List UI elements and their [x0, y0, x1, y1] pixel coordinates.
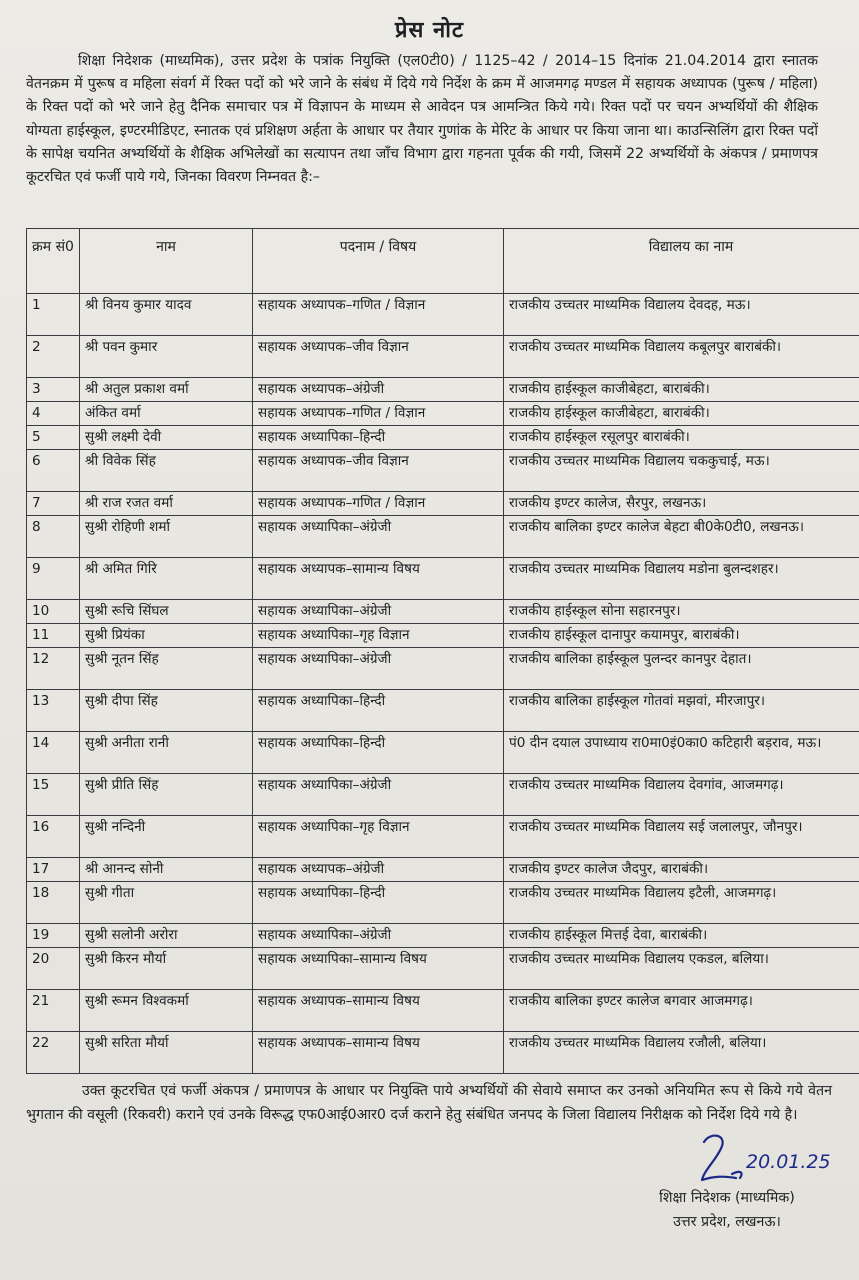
row-serial: 7: [27, 492, 80, 516]
row-name: सुश्री सरिता मौर्या: [80, 1032, 253, 1074]
row-name: श्री आनन्द सोनी: [80, 858, 253, 882]
row-school: पं0 दीन दयाल उपाध्याय रा0मा0इं0का0 कटिहारी बड़राव, मऊ।: [504, 732, 859, 774]
row-school: राजकीय उच्चतर माध्यमिक विद्यालय चककुचाई, मऊ।: [504, 450, 859, 492]
table-row: [27, 948, 859, 990]
table-row: [27, 858, 859, 882]
table-header-row: [27, 229, 859, 294]
table-row: [27, 600, 859, 624]
row-post: सहायक अध्यापिका–गृह विज्ञान: [253, 816, 504, 858]
row-name: सुश्री रोहिणी शर्मा: [80, 516, 253, 558]
handwritten-signature: [696, 1130, 859, 1188]
table-row: [27, 378, 859, 402]
row-post: सहायक अध्यापक–गणित / विज्ञान: [253, 294, 504, 336]
row-post: सहायक अध्यापिका–गृह विज्ञान: [253, 624, 504, 648]
table-row: [27, 294, 859, 336]
row-post: सहायक अध्यापक–गणित / विज्ञान: [253, 402, 504, 426]
row-name: श्री राज रजत वर्मा: [80, 492, 253, 516]
row-name: श्री अतुल प्रकाश वर्मा: [80, 378, 253, 402]
row-serial: 15: [27, 774, 80, 816]
row-serial: 4: [27, 402, 80, 426]
row-name: सुश्री लक्ष्मी देवी: [80, 426, 253, 450]
intro-paragraph: शिक्षा निदेशक (माध्यमिक), उत्तर प्रदेश के पत्रांक नियुक्ति (एल0टी0) / 1125–42 / 2014–15 दिनांक 21.04.2014 द्वारा स्नातक वेतनक्रम में पुरूष व महिला संवर्ग में रिक्त पदों को भरे जाने के संबंध में दिये गये निर्देश के क्रम में आजमगढ़ मण्डल में सहायक अध्यापक (पुरूष / महिला) के रिक्त पदों को भरे जाने हेतु दैनिक समाचार पत्र में विज्ञापन के माध्यम से आवेदन पत्र आमन्त्रित किये गये। रिक्त पदों पर चयन अभ्यर्थियों की शैक्षिक योग्यता हाईस्कूल, इण्टरमीडिएट, स्नातक एवं प्रशिक्षण अर्हता के आधार पर तैयार गुणांक के मेरिट के आधार पर किया जाना था। काउन्सिलिंग द्वारा रिक्त पदों के सापेक्ष चयनित अभ्यर्थियों के शैक्षिक अभिलेखों का सत्यापन तथा जाँच विभाग द्वारा गहनता पूर्वक की गयी, जिसमें 22 अभ्यर्थियों के अंकपत्र / प्रमाणपत्र कूटरचित एवं फर्जी पाये गये, जिनका विवरण निम्नवत है:–: [26, 53, 818, 186]
row-serial: 11: [27, 624, 80, 648]
row-school: राजकीय बालिका हाईस्कूल गोतवां मझवां, मीरजापुर।: [504, 690, 859, 732]
row-serial: 22: [27, 1032, 80, 1074]
row-serial: 16: [27, 816, 80, 858]
table-row: [27, 516, 859, 558]
row-school: राजकीय उच्चतर माध्यमिक विद्यालय देवगांव, आजमगढ़।: [504, 774, 859, 816]
row-post: सहायक अध्यापक–सामान्य विषय: [253, 990, 504, 1032]
row-school: राजकीय बालिका इण्टर कालेज बेहटा बी0के0टी0, लखनऊ।: [504, 516, 859, 558]
row-serial: 1: [27, 294, 80, 336]
row-school: राजकीय हाईस्कूल काजीबेहटा, बाराबंकी।: [504, 378, 859, 402]
row-serial: 3: [27, 378, 80, 402]
row-name: श्री विनय कुमार यादव: [80, 294, 253, 336]
row-post: सहायक अध्यापक–अंग्रेजी: [253, 858, 504, 882]
row-school: राजकीय उच्चतर माध्यमिक विद्यालय देवदह, मऊ।: [504, 294, 859, 336]
signature-block: [612, 1186, 842, 1234]
table-row: [27, 816, 859, 858]
table-row: [27, 1032, 859, 1074]
row-post: सहायक अध्यापिका–अंग्रेजी: [253, 648, 504, 690]
row-name: श्री अमित गिरि: [80, 558, 253, 600]
table-row: [27, 558, 859, 600]
row-post: सहायक अध्यापक–गणित / विज्ञान: [253, 492, 504, 516]
table-row: [27, 450, 859, 492]
row-school: राजकीय हाईस्कूल मित्तई देवा, बाराबंकी।: [504, 924, 859, 948]
row-serial: 17: [27, 858, 80, 882]
row-name: सुश्री प्रीति सिंह: [80, 774, 253, 816]
row-school: राजकीय हाईस्कूल दानापुर कयामपुर, बाराबंकी।: [504, 624, 859, 648]
row-name: सुश्री रूमन विश्वकर्मा: [80, 990, 253, 1032]
table-row: [27, 774, 859, 816]
row-school: राजकीय उच्चतर माध्यमिक विद्यालय एकडल, बलिया।: [504, 948, 859, 990]
signatory-designation: शिक्षा निदेशक (माध्यमिक): [659, 1190, 795, 1206]
row-serial: 21: [27, 990, 80, 1032]
row-name: सुश्री अनीता रानी: [80, 732, 253, 774]
table-row: [27, 690, 859, 732]
row-school: राजकीय बालिका हाईस्कूल पुलन्दर कानपुर देहात।: [504, 648, 859, 690]
row-school: राजकीय इण्टर कालेज, सैरपुर, लखनऊ।: [504, 492, 859, 516]
row-post: सहायक अध्यापिका–अंग्रेजी: [253, 774, 504, 816]
row-serial: 9: [27, 558, 80, 600]
row-serial: 14: [27, 732, 80, 774]
row-post: सहायक अध्यापिका–हिन्दी: [253, 690, 504, 732]
row-name: सुश्री रूचि सिंघल: [80, 600, 253, 624]
row-serial: 8: [27, 516, 80, 558]
row-post: सहायक अध्यापिका–अंग्रेजी: [253, 516, 504, 558]
table-row: [27, 732, 859, 774]
candidate-table: [26, 228, 859, 1074]
header-school: विद्यालय का नाम: [504, 229, 859, 294]
row-serial: 12: [27, 648, 80, 690]
row-serial: 10: [27, 600, 80, 624]
row-serial: 5: [27, 426, 80, 450]
row-post: सहायक अध्यापिका–अंग्रेजी: [253, 924, 504, 948]
row-post: सहायक अध्यापक–सामान्य विषय: [253, 558, 504, 600]
table-row: [27, 648, 859, 690]
table-row: [27, 990, 859, 1032]
row-school: राजकीय इण्टर कालेज जैदपुर, बाराबंकी।: [504, 858, 859, 882]
table-row: [27, 882, 859, 924]
table-row: [27, 624, 859, 648]
row-school: राजकीय हाईस्कूल रसूलपुर बाराबंकी।: [504, 426, 859, 450]
row-name: सुश्री सलोनी अरोरा: [80, 924, 253, 948]
row-school: राजकीय उच्चतर माध्यमिक विद्यालय रजौली, बलिया।: [504, 1032, 859, 1074]
table-row: [27, 924, 859, 948]
row-serial: 13: [27, 690, 80, 732]
row-post: सहायक अध्यापक–अंग्रेजी: [253, 378, 504, 402]
row-serial: 6: [27, 450, 80, 492]
row-name: सुश्री गीता: [80, 882, 253, 924]
signatory-office: उत्तर प्रदेश, लखनऊ।: [673, 1214, 781, 1230]
row-post: सहायक अध्यापिका–अंग्रेजी: [253, 600, 504, 624]
table-row: [27, 492, 859, 516]
row-name: सुश्री नूतन सिंह: [80, 648, 253, 690]
row-name: सुश्री प्रियंका: [80, 624, 253, 648]
table-row: [27, 402, 859, 426]
row-name: सुश्री दीपा सिंह: [80, 690, 253, 732]
row-school: राजकीय उच्चतर माध्यमिक विद्यालय कबूलपुर बाराबंकी।: [504, 336, 859, 378]
closing-paragraph: उक्त कूटरचित एवं फर्जी अंकपत्र / प्रमाणपत्र के आधार पर नियुक्ति पाये अभ्यर्थियों की सेवाये समाप्त कर उनको अनियमित रूप से किये गये वेतन भुगतान की वसूली (रिकवरी) कराने एवं उनके विरूद्ध एफ0आई0आर0 दर्ज कराने हेतु संबंधित जनपद के जिला विद्यालय निरीक्षक को निर्देश दिये गये है।: [26, 1083, 832, 1123]
header-serial: क्रम सं0: [27, 229, 80, 294]
row-serial: 19: [27, 924, 80, 948]
table-row: [27, 426, 859, 450]
row-post: सहायक अध्यापिका–सामान्य विषय: [253, 948, 504, 990]
handwritten-date: 20.01.25: [746, 1151, 831, 1173]
row-serial: 18: [27, 882, 80, 924]
row-name: सुश्री नन्दिनी: [80, 816, 253, 858]
row-name: श्री पवन कुमार: [80, 336, 253, 378]
page-title: प्रेस नोट: [394, 18, 465, 43]
row-school: राजकीय उच्चतर माध्यमिक विद्यालय मडोना बुलन्दशहर।: [504, 558, 859, 600]
row-school: राजकीय उच्चतर माध्यमिक विद्यालय सई जलालपुर, जौनपुर।: [504, 816, 859, 858]
row-school: राजकीय उच्चतर माध्यमिक विद्यालय इटैली, आजमगढ़।: [504, 882, 859, 924]
row-post: सहायक अध्यापिका–हिन्दी: [253, 426, 504, 450]
row-post: सहायक अध्यापक–सामान्य विषय: [253, 1032, 504, 1074]
row-serial: 2: [27, 336, 80, 378]
header-post: पदनाम / विषय: [253, 229, 504, 294]
row-post: सहायक अध्यापक–जीव विज्ञान: [253, 336, 504, 378]
header-name: नाम: [80, 229, 253, 294]
row-name: अंकित वर्मा: [80, 402, 253, 426]
row-post: सहायक अध्यापिका–हिन्दी: [253, 732, 504, 774]
table-body: [27, 294, 859, 1074]
row-name: श्री विवेक सिंह: [80, 450, 253, 492]
row-serial: 20: [27, 948, 80, 990]
row-school: राजकीय बालिका इण्टर कालेज बगवार आजमगढ़।: [504, 990, 859, 1032]
row-school: राजकीय हाईस्कूल काजीबेहटा, बाराबंकी।: [504, 402, 859, 426]
table-row: [27, 336, 859, 378]
row-post: सहायक अध्यापिका–हिन्दी: [253, 882, 504, 924]
row-post: सहायक अध्यापक–जीव विज्ञान: [253, 450, 504, 492]
row-name: सुश्री किरन मौर्या: [80, 948, 253, 990]
row-school: राजकीय हाईस्कूल सोना सहारनपुर।: [504, 600, 859, 624]
